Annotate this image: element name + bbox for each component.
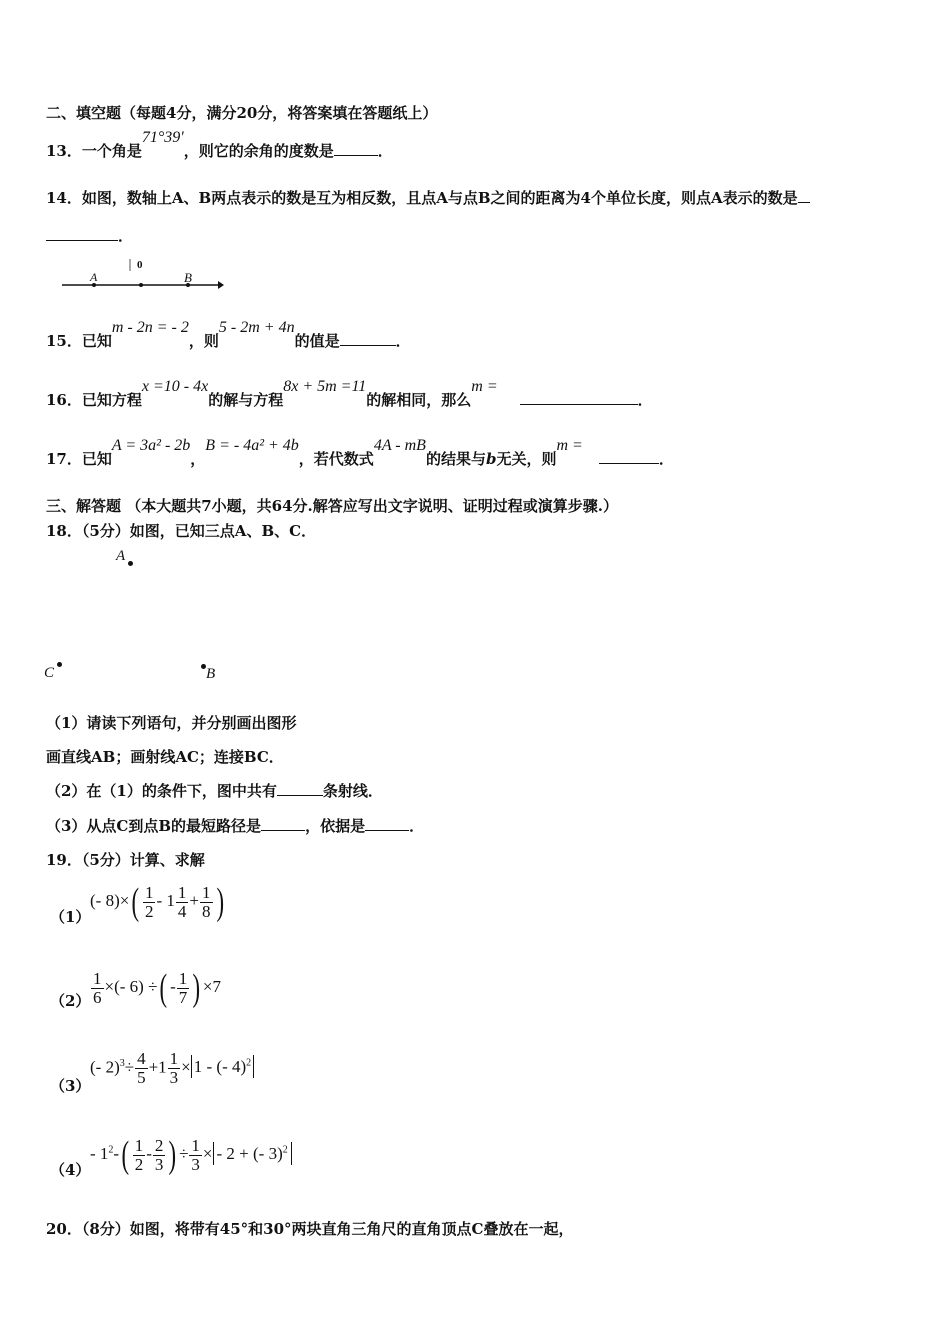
- q16-end: ．: [637, 391, 653, 409]
- question-13: [46, 129, 393, 161]
- e4-bracket: - 2 + (- 3)$^2$: [213, 1142, 292, 1165]
- zero-dot: [139, 283, 143, 287]
- q17-mid: ，若代数式: [298, 450, 374, 468]
- q15-mid: ，则: [188, 332, 219, 350]
- q13-angle: 71°39′: [141, 129, 184, 146]
- q18-p3-prefix: （3）从点C到点B的最短路径是: [46, 817, 262, 835]
- e3-a: (- 2): [90, 1057, 120, 1077]
- q18-p2-suffix: 条射线．: [322, 782, 383, 800]
- e2-frac-1: $\frac{1}{6}$: [93, 968, 102, 1007]
- q19-label-1: （1）: [50, 908, 91, 926]
- q17-prefix: 17．已知: [46, 450, 112, 468]
- q16-prefix: 16．已知方程: [46, 391, 142, 409]
- e1-frac-3: $\frac{1}{8}$: [202, 882, 211, 921]
- e3-d: ×: [181, 1057, 191, 1077]
- e3-b: ÷: [124, 1057, 135, 1077]
- e3-abs: 1 - (- 4)$^2$: [191, 1055, 254, 1078]
- q15-end: ．: [395, 332, 411, 350]
- e4-b: -: [113, 1143, 120, 1163]
- q19-label-4: （4）: [50, 1161, 91, 1179]
- q18-p2-prefix: （2）在（1）的条件下，图中共有: [46, 782, 277, 800]
- q16-m-equals: m =: [471, 378, 498, 395]
- q15-suffix: 的值是: [294, 332, 340, 350]
- question-20: 20．（8分）如图，将带有45°和30°两块直角三角尺的直角顶点C叠放在一起，: [46, 1220, 574, 1238]
- number-line-zero-label: 0: [137, 259, 143, 271]
- e1-b: - 1: [156, 890, 175, 910]
- e4-c: -: [146, 1143, 152, 1163]
- number-line-b-label: B: [184, 270, 192, 285]
- e4-frac-2: $\frac{2}{3}$: [154, 1135, 164, 1174]
- q19-expression-4: - $1^2-$( $\frac{1}{2}$ - $\frac{2}{3}$ ) ÷ $\frac{1}{3}$ × - 2 + (- 3)$^2$: [90, 1133, 292, 1177]
- q14-end: ．: [118, 227, 134, 245]
- q14-answer-blank[interactable]: [46, 228, 118, 241]
- point-a-dot: [128, 561, 133, 566]
- section-2-header: 二、填空题（每题4分，满分20分，将答案填在答题纸上）: [46, 104, 438, 122]
- question-16: [46, 378, 653, 410]
- q18-p3-end: ．: [409, 817, 425, 835]
- point-c-label: C: [44, 665, 55, 681]
- q19-expression-2: $\frac{1}{6}$ ×(- 6) ÷( - $\frac{1}{7}$ ) ×7: [93, 967, 221, 1009]
- q17-expr-a: A = 3a² - 2b: [111, 437, 191, 454]
- q19-expression-1: (- 8)×( $\frac{1}{2}$ - 1 $\frac{1}{4}$ + $\frac{1}{8}$ ): [90, 881, 224, 923]
- number-line-figure: [58, 257, 228, 293]
- q17-end: ．: [658, 450, 674, 468]
- point-b-label: B: [206, 666, 216, 682]
- q17-answer-blank[interactable]: [599, 451, 659, 464]
- q19-label-3: （3）: [50, 1077, 91, 1095]
- question-14: [46, 187, 810, 208]
- e4-a-exp: 2: [108, 1144, 114, 1156]
- q18-p2-blank[interactable]: [277, 783, 323, 796]
- point-a-label: A: [116, 548, 126, 564]
- e4-e: ×: [202, 1143, 213, 1163]
- q13-prefix: 13．一个角是: [46, 142, 142, 160]
- e2-a: ×(- 6) ÷: [104, 976, 158, 996]
- q18-part-1: （1）请读下列语句，并分别画出图形: [46, 714, 297, 732]
- q16-answer-blank[interactable]: [520, 392, 638, 405]
- q16-equation-2: 8x + 5m =11: [283, 378, 367, 395]
- question-17: [46, 437, 674, 469]
- q19-label-2: （2）: [50, 992, 91, 1010]
- q17-mid2: 的结果与: [425, 450, 486, 468]
- e2-frac-2: $\frac{1}{7}$: [178, 968, 188, 1007]
- q17-var-b: b: [485, 450, 497, 468]
- q17-sep: ，: [190, 450, 206, 468]
- q18-part-3: [46, 815, 424, 836]
- q14-text: 14．如图，数轴上A、B两点表示的数是互为相反数，且点A与点B之间的距离为4个单位长度，则点A表示的数是: [46, 189, 798, 207]
- e3-frac-2: $\frac{1}{3}$: [169, 1049, 179, 1087]
- e3-frac-1: $\frac{4}{5}$: [137, 1049, 146, 1087]
- q17-m-equals: m =: [556, 437, 583, 454]
- q16-equation-1: x =10 - 4x: [141, 378, 209, 395]
- q17-combined: 4A - mB: [373, 437, 426, 454]
- number-line-a-label: A: [90, 270, 98, 284]
- q18-p3-mid: ，依据是: [305, 817, 366, 835]
- q17-mid3: 无关，则: [496, 450, 557, 468]
- question-19-title: 19．（5分）计算、求解: [46, 851, 205, 869]
- e3-a-exp: 3: [119, 1057, 125, 1069]
- e4-frac-1: $\frac{1}{2}$: [134, 1135, 144, 1174]
- q13-suffix: ，则它的余角的度数是: [183, 142, 334, 160]
- e3-c: +1: [148, 1057, 167, 1077]
- q15-expression: 5 - 2m + 4n: [218, 319, 295, 336]
- e1-c: +: [189, 890, 199, 910]
- e2-c: ×7: [202, 976, 221, 996]
- number-line-arrow: [218, 281, 224, 289]
- e4-a: - 1: [90, 1143, 109, 1163]
- section-3-header: 三、解答题 （本大题共7小题，共64分.解答应写出文字说明、证明过程或演算步骤.）: [46, 497, 618, 515]
- q18-part-1b: 画直线AB；画射线AC；连接BC．: [46, 748, 284, 766]
- question-14-cont: [46, 225, 133, 246]
- q14-blank-start[interactable]: [798, 190, 810, 203]
- e1-frac-2: $\frac{1}{4}$: [177, 882, 187, 921]
- q18-p3-blank-1[interactable]: [261, 818, 305, 831]
- q16-mid2: 的解相同，那么: [366, 391, 472, 409]
- q19-expression-3: [90, 1050, 254, 1087]
- q13-answer-blank[interactable]: [334, 143, 378, 156]
- q15-prefix: 15．已知: [46, 332, 112, 350]
- q15-answer-blank[interactable]: [340, 333, 396, 346]
- q18-p3-blank-2[interactable]: [365, 818, 409, 831]
- q15-condition: m - 2n = - 2: [111, 319, 189, 336]
- q17-expr-b: B = - 4a² + 4b: [205, 437, 299, 454]
- q16-mid: 的解与方程: [208, 391, 284, 409]
- e4-d: ÷: [179, 1143, 189, 1163]
- e1-frac-1: $\frac{1}{2}$: [144, 882, 154, 921]
- point-c-dot: [57, 662, 62, 667]
- question-18-title: 18．（5分）如图，已知三点A、B、C．: [46, 522, 317, 540]
- q18-part-2: [46, 780, 383, 801]
- q13-end: ．: [377, 142, 393, 160]
- e2-b: -: [170, 976, 176, 996]
- question-15: [46, 319, 411, 351]
- e4-frac-3: $\frac{1}{3}$: [191, 1135, 200, 1174]
- e1-a: (- 8)×: [90, 890, 130, 910]
